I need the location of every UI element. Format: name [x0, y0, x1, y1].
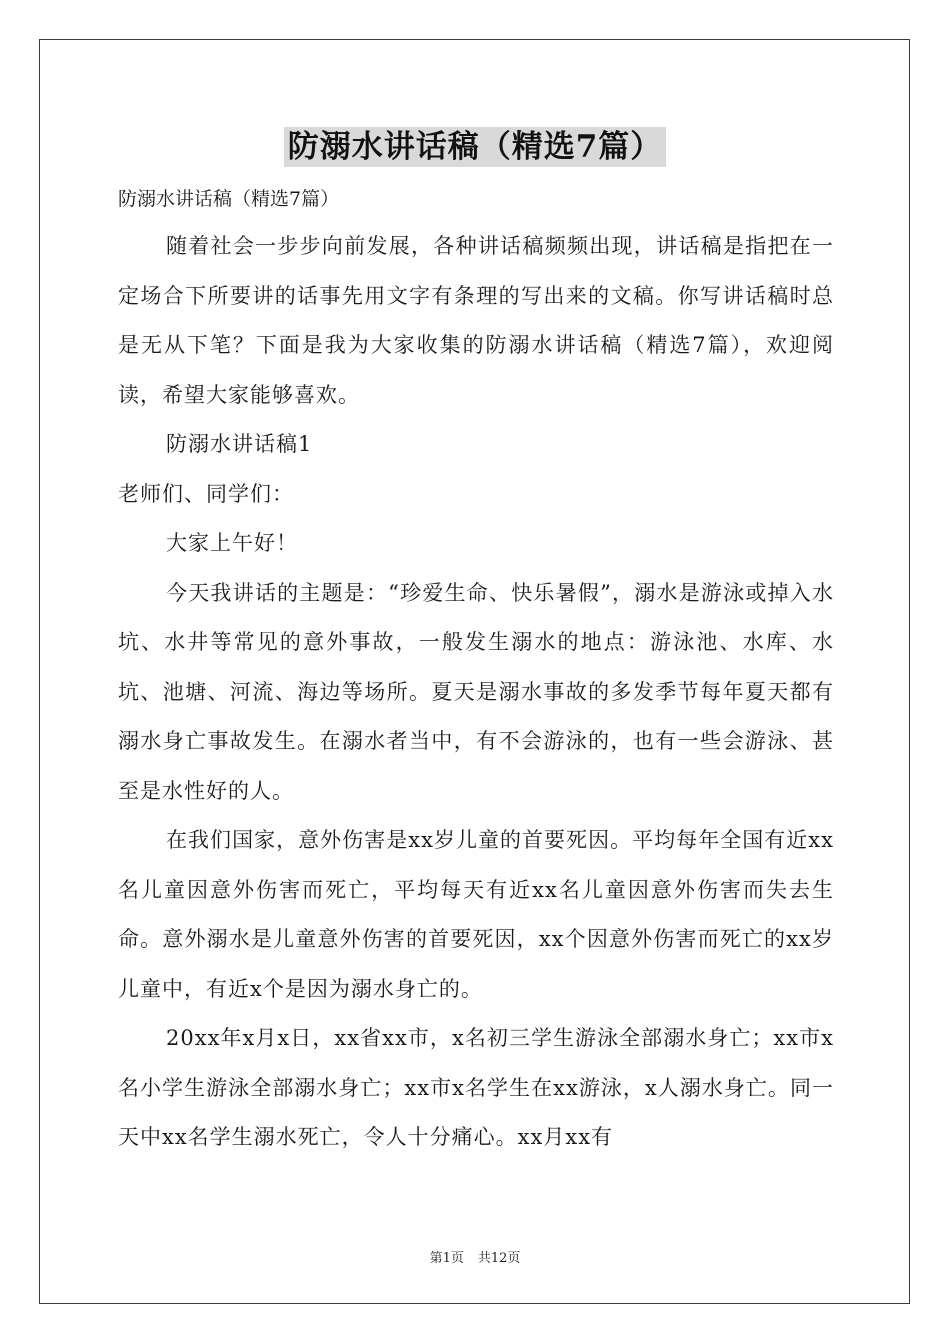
title-container	[0, 127, 950, 167]
document-body	[118, 182, 834, 1163]
page-footer	[0, 1247, 950, 1266]
salutation: 老师们、同学们：	[118, 481, 294, 506]
greeting: 大家上午好！	[166, 531, 298, 555]
document-title: 防溺水讲话稿（精选7篇）	[284, 127, 667, 167]
intro-paragraph: 随着社会一步步向前发展，各种讲话稿频频出现，讲话稿是指把在一定场合下所要讲的话事先用文字有条理的写出来的文稿。你写讲话稿时总是无从下笔？下面是我为大家收集的防溺水讲话稿（精选7篇），欢迎阅读，希望大家能够喜欢。	[118, 234, 834, 407]
section-heading: 防溺水讲话稿1	[166, 432, 313, 456]
body-paragraph: 在我们国家，意外伤害是xx岁儿童的首要死因。平均每年全国有近xx名儿童因意外伤害而死亡，平均每天有近xx名儿童因意外伤害而失去生命。意外溺水是儿童意外伤害的首要死因，xx个因意外伤害而死亡的xx岁儿童中，有近x个是因为溺水身亡的。	[118, 828, 834, 1001]
page-number: 第1页	[429, 1251, 464, 1266]
page-total: 共12页	[477, 1251, 521, 1266]
document-subtitle: 防溺水讲话稿（精选7篇）	[118, 188, 340, 210]
body-paragraph: 今天我讲话的主题是：“珍爱生命、快乐暑假”，溺水是游泳或掉入水坑、水井等常见的意外事故，一般发生溺水的地点：游泳池、水库、水坑、池塘、河流、海边等场所。夏天是溺水事故的多发季节每年夏天都有溺水身亡事故发生。在溺水者当中，有不会游泳的，也有一些会游泳、甚至是水性好的人。	[118, 580, 834, 803]
body-paragraph: 20xx年x月x日，xx省xx市，x名初三学生游泳全部溺水身亡；xx市x名小学生游泳全部溺水身亡；xx市x名学生在xx游泳，x人溺水身亡。同一天中xx名学生溺水死亡，令人十分痛心。xx月xx有	[118, 1026, 834, 1149]
